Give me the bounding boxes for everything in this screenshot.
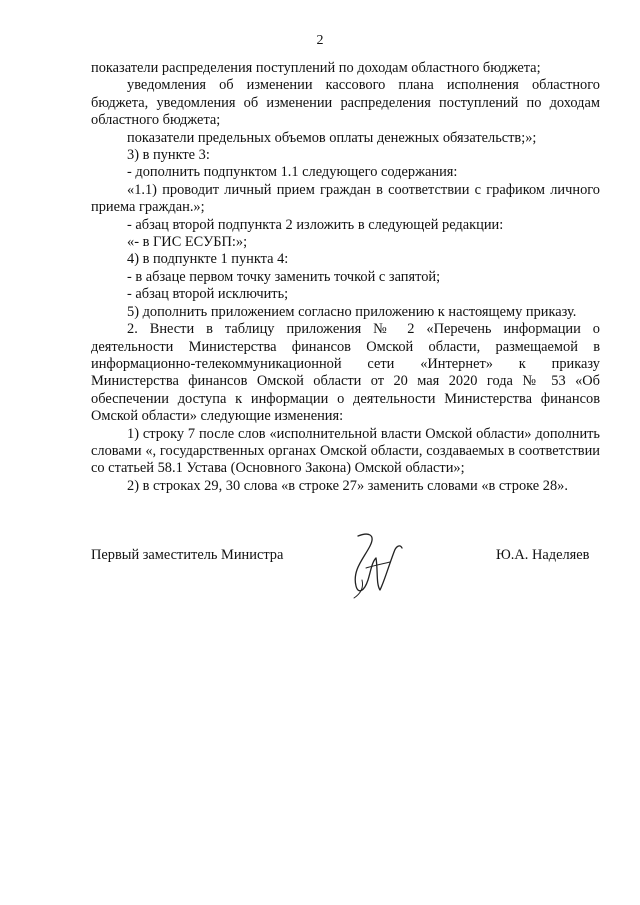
paragraph: 2) в строках 29, 30 слова «в строке 27» заменить словами «в строке 28». [127, 477, 568, 494]
paragraph: - в абзаце первом точку заменить точкой с запятой; [127, 268, 441, 285]
paragraph: «1.1) проводит личный прием граждан в соответствии с графиком личного приема граждан.»; [91, 181, 600, 216]
paragraph: 2. Внести в таблицу приложения № 2 «Перечень информации о деятельности Министерства финансов Омской области, размещаемой в информационно-телекоммуникационной сети «Интернет» к приказу Министерства финансов Омской области от 20 мая 2020 года № 53 «Об обеспечении доступа к информации о деятельности Министерства финансов Омской области» следующие изменения: [91, 321, 600, 425]
paragraph: «- в ГИС ЕСУБП:»; [127, 234, 248, 251]
paragraph: - дополнить подпунктом 1.1 следующего содержания: [127, 164, 458, 181]
signer-position: Первый заместитель Министра [91, 547, 284, 563]
paragraph: - абзац второй исключить; [127, 286, 289, 303]
paragraph: 5) дополнить приложением согласно приложению к настоящему приказу. [127, 303, 577, 320]
paragraph: 3) в пункте 3: [127, 147, 210, 164]
paragraph: - абзац второй подпункта 2 изложить в следующей редакции: [127, 216, 504, 233]
page-number: 2 [316, 33, 324, 48]
paragraph: 1) строку 7 после слов «исполнительной власти Омской области» дополнить словами «, государственных органах Омской области, создаваемых в соответствии со статьей 58.1 Устава (Основного Закона) Омской области»; [91, 425, 600, 477]
paragraph: уведомления об изменении кассового плана исполнения областного бюджета, уведомления об изменении распределения поступлений по доходам областного бюджета; [91, 77, 600, 129]
signer-name: Ю.А. Наделяев [496, 547, 590, 563]
document-body [91, 60, 600, 495]
handwritten-signature [338, 528, 408, 603]
paragraph: показатели распределения поступлений по доходам областного бюджета; [91, 60, 541, 76]
paragraph: показатели предельных объемов оплаты денежных обязательств;»; [127, 129, 537, 146]
paragraph: 4) в подпункте 1 пункта 4: [127, 251, 289, 268]
